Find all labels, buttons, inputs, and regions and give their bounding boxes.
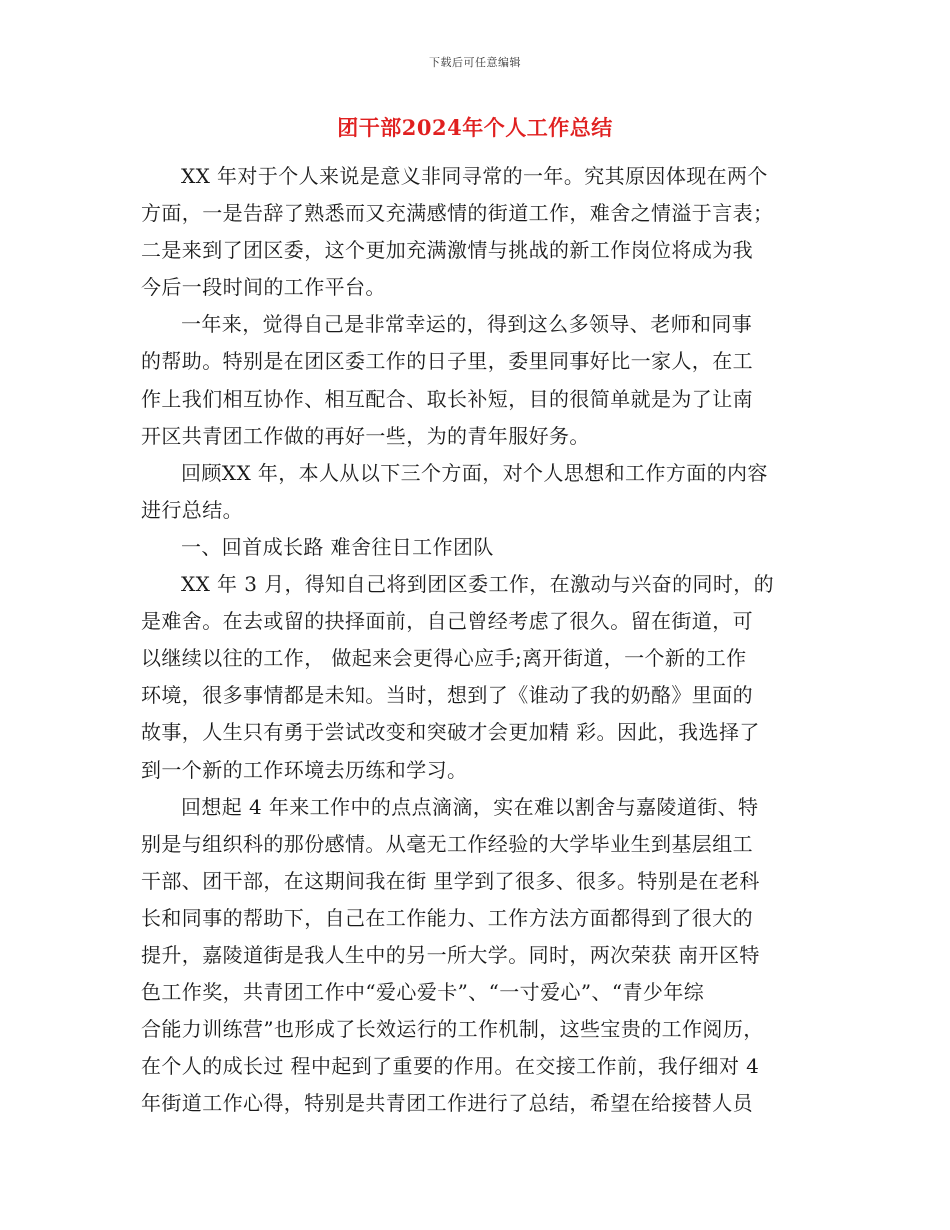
paragraph-line: 开区共青团工作做的再好一些，为的青年服好务。 bbox=[141, 423, 590, 448]
paragraph-line: 方面，一是告辞了熟悉而又充满感情的街道工作，难舍之情溢于言表； bbox=[141, 201, 774, 226]
section-heading-line: 一、回首成长路 难舍往日工作团队 bbox=[181, 534, 494, 559]
paragraph-line: 的帮助。特别是在团区委工作的日子里，委里同事好比一家人，在工 bbox=[141, 349, 753, 374]
paragraph-1 bbox=[141, 158, 811, 306]
paragraph-line: 一年来，觉得自己是非常幸运的，得到这么多领导、老师和同事 bbox=[181, 312, 753, 337]
page-header-note: 下载后可任意编辑 bbox=[429, 56, 521, 69]
paragraph-line: XX 年对于个人来说是意义非同寻常的一年。究其原因体现在两个 bbox=[181, 164, 768, 188]
paragraph-line: XX 年 3 月，得知自己将到团区委工作，在激动与兴奋的同时，的 bbox=[181, 572, 775, 597]
paragraph-3 bbox=[141, 455, 811, 529]
paragraph-line: 回顾XX 年，本人从以下三个方面，对个人思想和工作方面的内容 bbox=[181, 460, 768, 485]
paragraph-line: 进行总结。 bbox=[141, 497, 243, 522]
paragraph-line: 在个人的成长过 程中起到了重要的作用。在交接工作前，我仔细对 4 bbox=[141, 1054, 760, 1079]
paragraph-line: 到一个新的工作环境去历练和学习。 bbox=[141, 757, 468, 782]
paragraph-line: 回想起 4 年来工作中的点点滴滴，实在难以割舍与嘉陵道街、特 bbox=[181, 794, 759, 819]
paragraph-line: 作上我们相互协作、相互配合、取长补短，目的很简单就是为了让南 bbox=[141, 386, 753, 411]
paragraph-line: 以继续以往的工作， 做起来会更得心应手;离开街道，一个新的工作 bbox=[141, 646, 747, 671]
paragraph-line: 色工作奖，共青团工作中“爱心爱卡”、“一寸爱心”、“青少年综 bbox=[141, 980, 705, 1005]
paragraph-2 bbox=[141, 306, 811, 454]
paragraph-line: 别是与组织科的那份感情。从毫无工作经验的大学毕业生到基层组工 bbox=[141, 831, 753, 856]
document-body bbox=[141, 158, 811, 1122]
paragraph-line: 提升，嘉陵道街是我人生中的另一所大学。同时，两次荣获 南开区特 bbox=[141, 942, 760, 967]
paragraph-line: 是难舍。在去或留的抉择面前，自己曾经考虑了很久。留在街道，可 bbox=[141, 609, 753, 634]
document-title: 团干部2024年个人工作总结 bbox=[337, 115, 613, 140]
paragraph-line: 年街道工作心得，特别是共青团工作进行了总结，希望在给接替人员 bbox=[141, 1091, 753, 1116]
paragraph-line: 故事，人生只有勇于尝试改变和突破才会更加精 彩。因此，我选择了 bbox=[141, 720, 760, 745]
paragraph-5 bbox=[141, 789, 811, 1123]
paragraph-line: 干部、团干部，在这期间我在街 里学到了很多、很多。特别是在老科 bbox=[141, 868, 760, 893]
paragraph-line: 环境，很多事情都是未知。当时，想到了《谁动了我的奶酪》里面的 bbox=[141, 683, 753, 708]
paragraph-line: 长和同事的帮助下，自己在工作能力、工作方法方面都得到了很大的 bbox=[141, 905, 753, 930]
section-heading-1 bbox=[141, 529, 811, 566]
paragraph-line: 今后一段时间的工作平台。 bbox=[141, 275, 386, 300]
paragraph-line: 二是来到了团区委，这个更加充满激情与挑战的新工作岗位将成为我 bbox=[141, 238, 753, 263]
paragraph-4 bbox=[141, 566, 811, 789]
paragraph-line: 合能力训练营”也形成了长效运行的工作机制，这些宝贵的工作阅历， bbox=[141, 1017, 764, 1042]
